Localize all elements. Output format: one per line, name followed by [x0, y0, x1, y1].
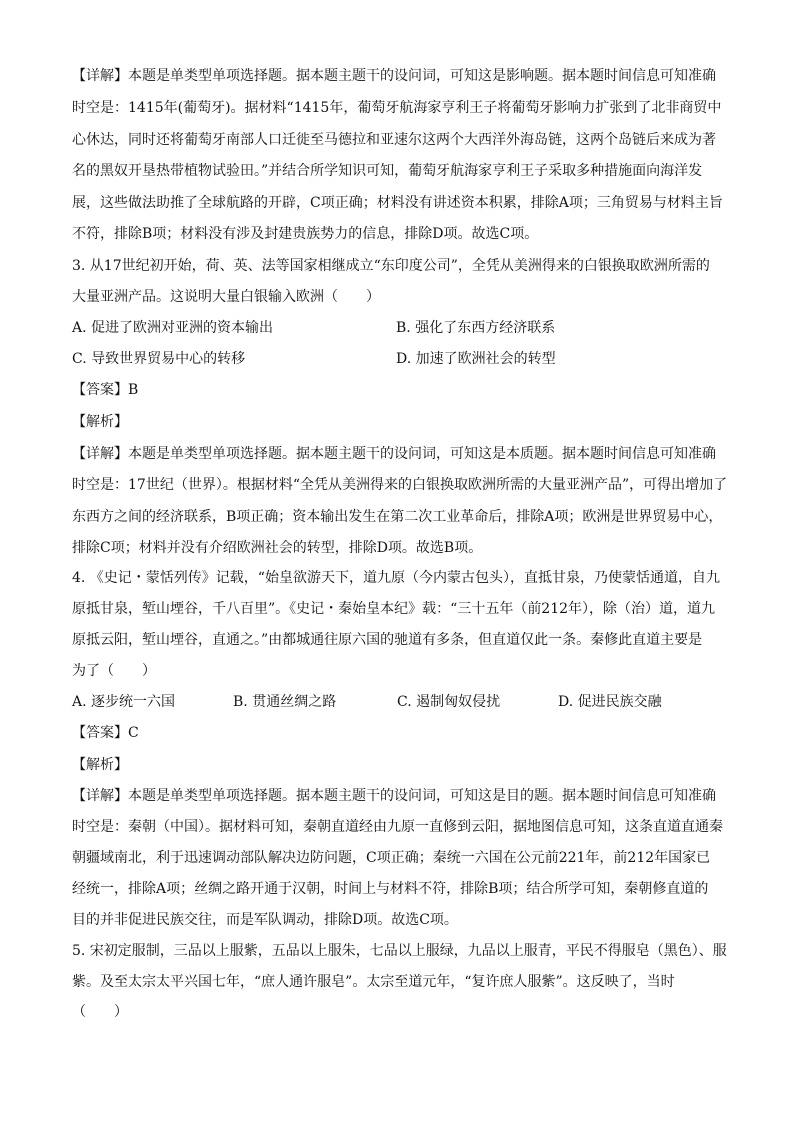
q2-analysis-line: 展，这些做法助推了全球航路的开辟，C项正确；材料没有讲述资本积累，排除A项；三角贸易与材料主旨 — [72, 195, 723, 211]
q4-option-b: B. 贯通丝绸之路 — [233, 694, 337, 710]
q4-stem-line: 原抵甘泉，堑山堙谷，千八百里”。《史记・秦始皇本纪》载：“三十五年（前212年），除（治）道，道九 — [72, 601, 716, 617]
q4-option-a: A. 逐步统一六国 — [72, 694, 176, 710]
q5-stem-line: 5. 宋初定服制，三品以上服紫，五品以上服朱，七品以上服绿，九品以上服青，平民不得服皂（黑色）、服 — [72, 943, 727, 959]
q4-analysis-line: 目的并非促进民族交往，而是军队调动，排除D项。故选C项。 — [72, 912, 458, 928]
q4-analysis-line: 经统一，排除A项；丝绸之路开通于汉朝，时间上与材料不符，排除B项；结合所学可知，秦朝修直道的 — [72, 881, 709, 897]
q4-analysis-title: 【解析】 — [72, 757, 128, 773]
q3-option-c: C. 导致世界贸易中心的转移 — [72, 351, 246, 367]
q4-option-d: D. 促进民族交融 — [558, 694, 662, 710]
q5-stem-line: （ ） — [72, 1004, 128, 1020]
q4-analysis-line: 【详解】本题是单类型单项选择题。据本题主题干的设问词，可知这是目的题。据本题时间信息可知准确 — [72, 788, 716, 804]
q3-analysis-line: 东西方之间的经济联系，B项正确；资本输出发生在第二次工业革命后，排除A项；欧洲是世界贸易中心， — [72, 509, 723, 525]
q4-answer: 【答案】C — [72, 725, 139, 741]
q3-stem-line: 3. 从17世纪初开始，荷、英、法等国家相继成立“东印度公司”，全凭从美洲得来的白银换取欧洲所需的 — [72, 258, 710, 274]
q3-option-d: D. 加速了欧洲社会的转型 — [396, 351, 556, 367]
q4-stem-line: 原抵云阳，堑山堙谷，直通之。”由都城通往原六国的驰道有多条，但直道仅此一条。秦修此直道主要是 — [72, 632, 703, 648]
q3-analysis-title: 【解析】 — [72, 414, 128, 430]
q4-option-c: C. 遏制匈奴侵扰 — [397, 694, 501, 710]
q3-stem-line: 大量亚洲产品。这说明大量白银输入欧洲（ ） — [72, 289, 380, 305]
q3-option-a: A. 促进了欧洲对亚洲的资本输出 — [72, 320, 274, 336]
q3-analysis-line: 排除C项；材料并没有介绍欧洲社会的转型，排除D项。故选B项。 — [72, 540, 483, 556]
q4-stem-line: 4. 《史记・蒙恬列传》记载，“始皇欲游天下，道九原（今内蒙古包头），直抵甘泉，乃使蒙恬通道，自九 — [72, 570, 720, 586]
q3-analysis-line: 【详解】本题是单类型单项选择题。据本题主题干的设问词，可知这是本质题。据本题时间信息可知准确 — [72, 446, 716, 462]
q4-analysis-line: 朝疆域南北，利于迅速调动部队解决边防问题，C项正确；秦统一六国在公元前221年，前212年国家已 — [72, 850, 711, 866]
q2-analysis-line: 时空是：1415年(葡萄牙)。据材料“1415年，葡萄牙航海家亨利王子将葡萄牙影响力扩张到了北非商贸中 — [72, 100, 722, 116]
q2-analysis-line: 不符，排除B项；材料没有涉及封建贵族势力的信息，排除D项。故选C项。 — [72, 226, 539, 242]
q2-analysis-line: 名的黑奴开垦热带植物试验田。”并结合所学知识可知，葡萄牙航海家亨利王子采取多种措施面向海洋发 — [72, 163, 703, 179]
q2-analysis-line: 【详解】本题是单类型单项选择题。据本题主题干的设问词，可知这是影响题。据本题时间信息可知准确 — [72, 68, 716, 84]
q4-analysis-line: 时空是：秦朝（中国）。据材料可知，秦朝直道经由九原一直修到云阳，据地图信息可知，这条直道直通秦 — [72, 819, 723, 835]
q3-option-b: B. 强化了东西方经济联系 — [396, 320, 556, 336]
q3-answer: 【答案】B — [72, 382, 139, 398]
q3-analysis-line: 时空是：17世纪（世界）。根据材料“全凭从美洲得来的白银换取欧洲所需的大量亚洲产品”，可得出增加了 — [72, 477, 728, 493]
q4-stem-line: 为了（ ） — [72, 663, 156, 679]
q5-stem-line: 紫。及至太宗太平兴国七年，“庶人通许服皂”。太宗至道元年，“复许庶人服紫”。这反映了，当时 — [72, 974, 675, 990]
q2-analysis-line: 心休达，同时还将葡萄牙南部人口迁徙至马德拉和亚速尔这两个大西洋外海岛链，这两个岛链后来成为著 — [72, 132, 716, 148]
